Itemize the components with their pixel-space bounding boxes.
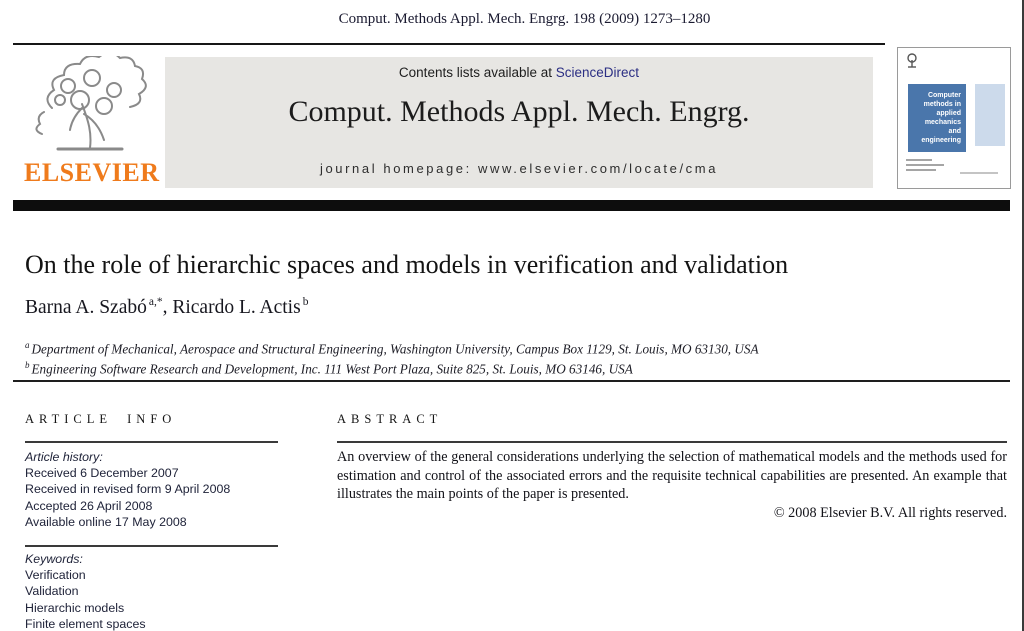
header-rule: [13, 43, 885, 45]
elsevier-tree-icon: [30, 56, 150, 156]
contents-line: [165, 65, 873, 80]
elsevier-logo: [22, 56, 162, 188]
abstract-text: An overview of the general considerations underlying the selection of mathematical models and the methods used for estimation and control of the associated errors and the requisite technical capabilities are presented. An example that illustrates the main points of the paper is presented.: [337, 449, 1007, 502]
cover-title-line: methods in: [923, 101, 961, 108]
article-history-block: [25, 449, 230, 530]
article-info-rule: [25, 441, 278, 443]
article-info-heading: ARTICLE INFO: [25, 412, 177, 426]
affiliation-line: [25, 357, 759, 377]
copyright-line: © 2008 Elsevier B.V. All rights reserved.: [773, 504, 1007, 521]
keywords-list: [25, 567, 146, 631]
journal-homepage-link[interactable]: journal homepage: www.elsevier.com/locate/cma: [319, 161, 719, 176]
article-head-rule: [13, 380, 1010, 382]
author: [172, 297, 308, 318]
keyword-item: Finite element spaces: [25, 616, 146, 631]
keyword-item: Verification: [25, 568, 86, 583]
article-history-item: Received 6 December 2007: [25, 466, 179, 481]
cover-title-line: engineering: [921, 137, 961, 144]
contents-prefix: Contents lists available at: [398, 65, 553, 80]
keywords-block: [25, 551, 146, 631]
cover-mini-tree-icon: [905, 53, 919, 69]
cover-title-line: mechanics: [924, 119, 961, 126]
elsevier-wordmark: ELSEVIER: [24, 158, 160, 187]
cover-title-box: [908, 84, 966, 152]
keyword-item: Validation: [25, 584, 79, 599]
author-line: Barna A. Szabó $^{a,*}$, Ricardo L. Actis $^b$: [25, 296, 309, 318]
keywords-label: Keywords:: [25, 552, 83, 566]
running-head-citation: Comput. Methods Appl. Mech. Engrg. 198 (2009) 1273–1280: [338, 11, 711, 27]
article-title: On the role of hierarchic spaces and models in verification and validation: [25, 250, 789, 279]
journal-title: Comput. Methods Appl. Mech. Engrg.: [288, 95, 750, 128]
author: [25, 297, 163, 318]
affiliation-text: Engineering Software Research and Development, Inc. 111 West Port Plaza, Suite 825, St. Louis, MO 63146, USA: [31, 361, 633, 377]
abstract-rule: [337, 441, 1007, 443]
author-name: Barna A. Szabó: [25, 296, 147, 318]
cover-sciencedirect-mini-logo: [906, 159, 944, 174]
keyword-item: Hierarchic models: [25, 600, 125, 615]
affiliation-marker: b: [25, 360, 30, 371]
author-affiliation-marker: a,*: [148, 296, 163, 308]
masthead-divider-bar: [13, 200, 1010, 211]
journal-cover-thumbnail: [897, 47, 1011, 189]
cover-light-column: [975, 84, 1005, 146]
author-name: Ricardo L. Actis: [172, 296, 301, 318]
article-history-item: Received in revised form 9 April 2008: [25, 482, 231, 497]
affiliation-line: [25, 337, 759, 357]
affiliation-text: Department of Mechanical, Aerospace and Structural Engineering, Washington University, Campus Box 1129, St. Louis, MO 63130, USA: [31, 341, 759, 357]
cover-title-line: Computer: [927, 92, 961, 99]
cover-title-line: and: [948, 128, 961, 135]
abstract-block: [337, 448, 1007, 522]
sciencedirect-link[interactable]: ScienceDirect: [555, 65, 640, 80]
affiliations: [25, 337, 759, 378]
cover-title-lines: [908, 91, 961, 145]
abstract-heading: ABSTRACT: [337, 412, 443, 426]
affiliation-marker: a: [25, 340, 30, 350]
cover-footer-dash: [960, 172, 998, 174]
cover-title-line: applied: [936, 110, 961, 117]
article-history-label: Article history:: [25, 450, 103, 464]
article-history-list: [25, 465, 230, 530]
keywords-rule: [25, 545, 278, 547]
article-history-item: Accepted 26 April 2008: [25, 498, 153, 513]
author-affiliation-marker: b: [302, 296, 309, 308]
article-history-item: Available online 17 May 2008: [25, 514, 187, 529]
journal-masthead-banner: [165, 57, 873, 188]
